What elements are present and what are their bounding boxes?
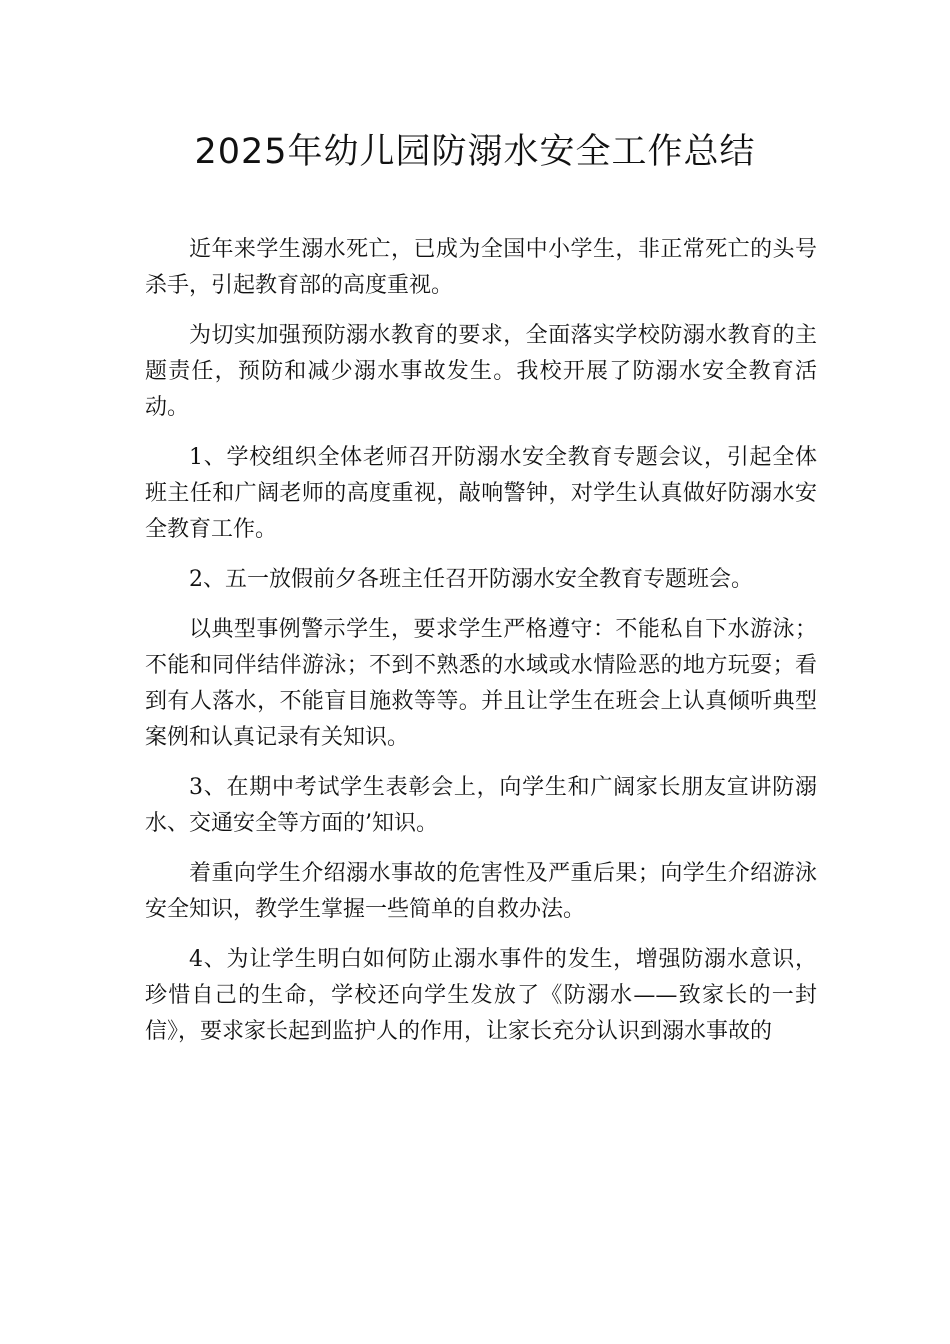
paragraph-purpose: 为切实加强预防溺水教育的要求，全面落实学校防溺水教育的主题责任，预防和减少溺水事故发生。我校开展了防溺水安全教育活动。 bbox=[145, 323, 817, 420]
document-title: 2025年幼儿园防溺水安全工作总结 bbox=[194, 132, 756, 172]
paragraph-item-1: 1、学校组织全体老师召开防溺水安全教育专题会议，引起全体班主任和广阔老师的高度重视，敲响警钟，对学生认真做好防溺水安全教育工作。 bbox=[145, 445, 817, 542]
paragraph-item-2: 2、五一放假前夕各班主任召开防溺水安全教育专题班会。 bbox=[189, 567, 753, 592]
paragraph-item-2-detail: 以典型事例警示学生，要求学生严格遵守：不能私自下水游泳；不能和同伴结伴游泳；不到不熟悉的水域或水情险恶的地方玩耍；看到有人落水，不能盲目施救等等。并且让学生在班会上认真倾听典型案例和认真记录有关知识。 bbox=[145, 617, 817, 750]
paragraph-intro: 近年来学生溺水死亡，已成为全国中小学生，非正常死亡的头号杀手，引起教育部的高度重视。 bbox=[145, 237, 817, 298]
paragraph-item-3: 3、在期中考试学生表彰会上，向学生和广阔家长朋友宣讲防溺水、交通安全等方面的’知识。 bbox=[145, 775, 817, 836]
document-body bbox=[145, 232, 817, 1064]
paragraph-item-3-detail: 着重向学生介绍溺水事故的危害性及严重后果；向学生介绍游泳安全知识，教学生掌握一些简单的自救办法。 bbox=[145, 861, 817, 922]
paragraph-item-4: 4、为让学生明白如何防止溺水事件的发生，增强防溺水意识，珍惜自己的生命，学校还向学生发放了《防溺水——致家长的一封信》，要求家长起到监护人的作用，让家长充分认识到溺水事故的 bbox=[145, 947, 817, 1044]
